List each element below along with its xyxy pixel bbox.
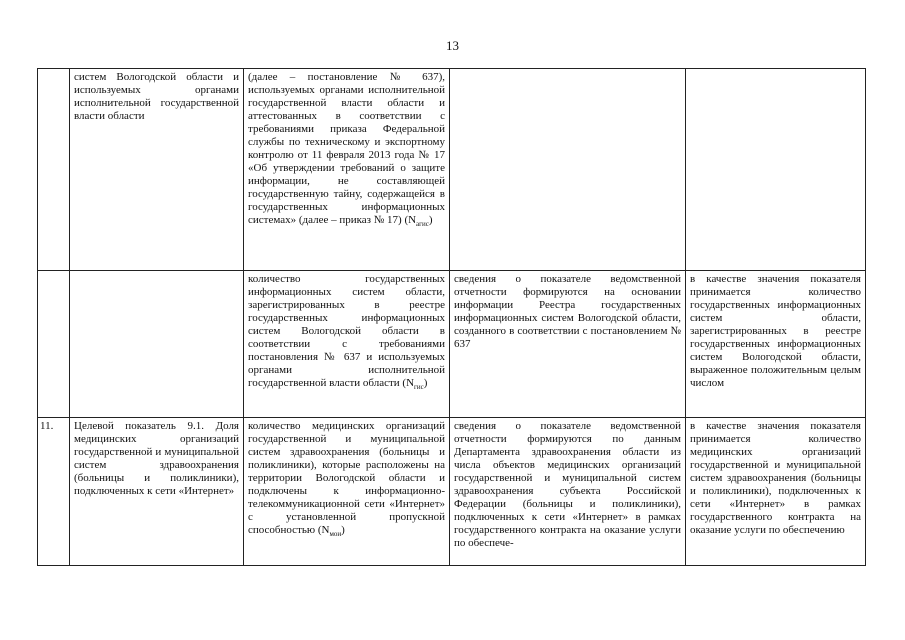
indicator-definition-cell <box>244 418 450 566</box>
definition-tail: ) <box>341 524 345 536</box>
row-number-cell <box>38 271 70 418</box>
definition-text: (далее – постановление № 637), используемых органами исполнительной государственной власти области и аттестованных в соответствии с требованиями приказа Федеральной службы по техническому и экспортному контролю от 11 февраля 2013 года № 17 «Об утверждении требований о защите информации, не составляющей государственную тайну, содержащейся в государственных информационных системах» (далее – приказ № 17) (N <box>248 71 445 226</box>
table-row <box>38 418 866 566</box>
data-source-cell: сведения о показателе ведомственной отчетности формируются по данным Департамента здравоохранения области из числа объектов медицинских организаций государственной и муниципальной систем здравоохранения субъекта Российской Федерации (больницы и поликлиники), подключенных к сети «Интернет» в рамках государственного контракта на оказание услуги по обеспече- <box>450 418 686 566</box>
table-row <box>38 271 866 418</box>
indicator-definition-cell <box>244 69 450 271</box>
indicator-definition-cell <box>244 271 450 418</box>
indicator-table <box>37 68 866 566</box>
data-source-cell <box>450 69 686 271</box>
row-number-cell: 11. <box>38 418 70 566</box>
row-number-cell <box>38 69 70 271</box>
calculation-method-cell: в качестве значения показателя принимается количество государственных информационных систем области, зарегистрированных в реестре государственных информационных систем Вологодской области, выраженное положительным целым числом <box>686 271 866 418</box>
data-source-cell: сведения о показателе ведомственной отчетности формируются на основании информации Реестра государственных информационных систем Вологодской области, созданного в соответствии с постановлением № 637 <box>450 271 686 418</box>
definition-text: количество медицинских организаций государственной и муниципальной систем здравоохранения (больницы и поликлиники), которые расположены на территории Вологодской области и подключены к информационно-телекоммуникационной сети «Интернет» с установленной пропускной способностью (N <box>248 420 445 536</box>
definition-subscript: агис <box>416 220 429 229</box>
definition-subscript: мои <box>329 530 342 539</box>
indicator-name-cell <box>70 271 244 418</box>
indicator-name-cell: систем Вологодской области и используемых органами исполнительной государственной власти области <box>70 69 244 271</box>
definition-subscript: гис <box>414 383 424 392</box>
table-row <box>38 69 866 271</box>
indicator-name-cell: Целевой показатель 9.1. Доля медицинских организаций государственной и муниципальной систем здравоохранения (больницы и поликлиники), подключенных к сети «Интернет» <box>70 418 244 566</box>
definition-tail: ) <box>428 214 433 226</box>
calculation-method-cell: в качестве значения показателя принимается количество медицинских организаций государственной и муниципальной систем здравоохранения (больницы и поликлиники), подключенных к сети «Интернет» в рамках государственного контракта на оказание услуги по обеспечению <box>686 418 866 566</box>
calculation-method-cell <box>686 69 866 271</box>
definition-text: количество государственных информационных систем области, зарегистрированных в реестре государственных информационных систем Вологодской области в соответствии с требованиями постановления № 637 и используемых органами исполнительной государственной власти области (N <box>248 273 445 389</box>
definition-tail: ) <box>423 377 428 389</box>
page-number: 13 <box>446 38 459 53</box>
